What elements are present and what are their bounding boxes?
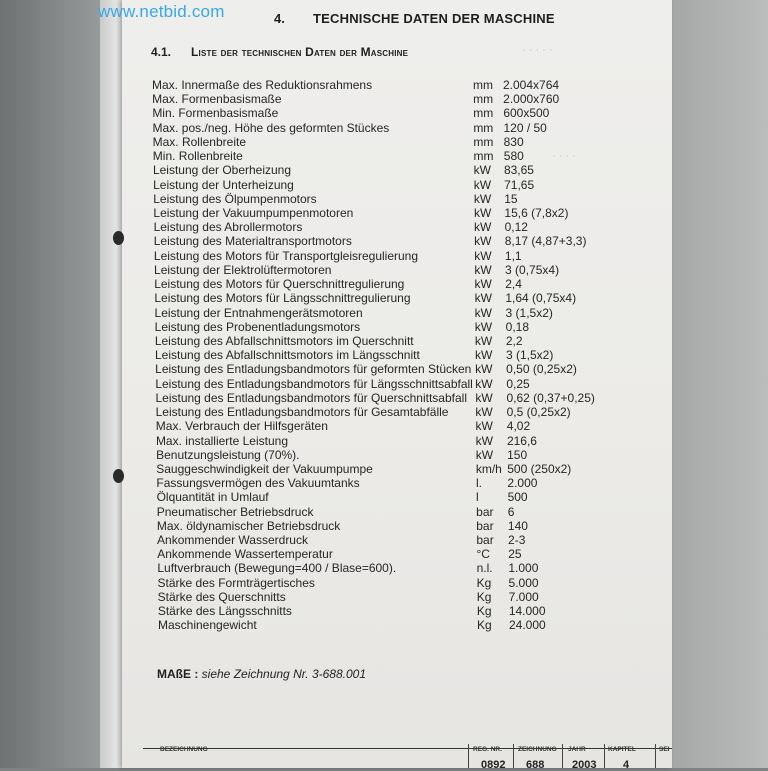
spec-unit: mm bbox=[473, 92, 494, 107]
footer-zeichnung-label: ZEICHNUNG bbox=[518, 746, 557, 753]
spec-value: 8,17 (4,87+3,3) bbox=[504, 234, 587, 249]
spec-value: 15,6 (7,8x2) bbox=[504, 205, 569, 220]
spec-label: Ankommende Wassertemperatur bbox=[157, 547, 333, 562]
spec-unit: kW bbox=[474, 333, 493, 348]
spec-label: Leistung des Probenentladungsmotors bbox=[154, 319, 361, 334]
spec-value: 2-3 bbox=[508, 533, 526, 548]
spec-unit: l. bbox=[475, 476, 482, 491]
spec-row bbox=[0, 121, 768, 135]
spec-label: Leistung der Unterheizung bbox=[153, 177, 294, 192]
spec-row bbox=[0, 547, 768, 561]
spec-unit: kW bbox=[475, 362, 493, 377]
spec-value: 830 bbox=[503, 134, 524, 149]
spec-label: Max. Innermaße des Reduktionsrahmens bbox=[152, 78, 373, 92]
spec-row bbox=[0, 505, 768, 519]
section-title: TECHNISCHE DATEN DER MASCHINE bbox=[313, 11, 555, 26]
spec-row bbox=[0, 604, 768, 618]
spec-label: Stärke des Längsschnitts bbox=[157, 604, 292, 619]
spec-label: Fassungsvermögen des Vakuumtanks bbox=[156, 476, 360, 491]
spec-value: 3 (1,5x2) bbox=[505, 305, 553, 320]
spec-label: Leistung des Entladungsbandmotors für geformten Stücken bbox=[155, 362, 472, 377]
spec-label: Ölquantität in Umlauf bbox=[156, 490, 269, 505]
spec-value: 4,02 bbox=[506, 419, 531, 434]
spec-row bbox=[0, 519, 768, 533]
spec-unit: bar bbox=[476, 518, 494, 533]
spec-unit: Kg bbox=[477, 618, 492, 633]
spec-unit: °C bbox=[476, 547, 490, 562]
spec-unit: kW bbox=[475, 419, 493, 434]
spec-label: Max. öldynamischer Betriebsdruck bbox=[156, 518, 341, 533]
spec-label: Maschinengewicht bbox=[158, 618, 257, 633]
spec-label: Max. Formenbasismaße bbox=[152, 92, 282, 107]
spec-row bbox=[0, 334, 768, 348]
spec-row bbox=[0, 149, 768, 163]
spec-label: Ankommender Wasserdruck bbox=[157, 533, 308, 548]
footer-jahr-label: JAHR bbox=[568, 746, 586, 753]
spec-unit: Kg bbox=[476, 604, 492, 619]
spec-label: Benutzungsleistung (70%). bbox=[156, 447, 300, 462]
spec-unit: l bbox=[476, 490, 479, 505]
footer-reg-label: REG. NR. bbox=[473, 746, 502, 753]
spec-row bbox=[0, 462, 768, 476]
spec-row bbox=[0, 234, 768, 248]
spec-row bbox=[0, 618, 768, 632]
spec-row bbox=[0, 249, 768, 263]
spec-label: Leistung des Entladungsbandmotors für Längsschnittsabfall bbox=[155, 376, 473, 391]
spec-row bbox=[0, 377, 768, 391]
footer-reg-value: 0892 bbox=[481, 759, 506, 771]
spec-row bbox=[0, 92, 768, 106]
footer-separator bbox=[655, 744, 656, 768]
spec-value: 15 bbox=[504, 191, 518, 206]
spec-row bbox=[0, 291, 768, 305]
spec-unit: bar bbox=[476, 533, 494, 548]
spec-unit: kW bbox=[473, 163, 491, 178]
bleed-through-text: · · · · · bbox=[522, 44, 553, 56]
spec-label: Max. installierte Leistung bbox=[155, 433, 289, 448]
spec-row bbox=[0, 306, 768, 320]
dimensions-note bbox=[157, 667, 366, 681]
spec-unit: kW bbox=[474, 220, 492, 235]
spec-value: 0,18 bbox=[505, 319, 530, 334]
spec-unit: mm bbox=[473, 78, 493, 92]
footer-seite-label: SEI bbox=[659, 746, 670, 753]
spec-label: Leistung des Ölpumpenmotors bbox=[153, 191, 317, 206]
spec-unit: kW bbox=[475, 390, 493, 405]
spec-label: Leistung des Materialtransportmotors bbox=[153, 234, 352, 249]
spec-row bbox=[0, 561, 768, 575]
spec-row bbox=[0, 106, 768, 120]
spec-row bbox=[0, 476, 768, 490]
spec-row bbox=[0, 448, 768, 462]
spec-row bbox=[0, 220, 768, 234]
spec-value: 150 bbox=[507, 447, 528, 462]
footer-zeichnung-value: 688 bbox=[526, 759, 545, 771]
spec-label: Stärke des Formträgertisches bbox=[157, 575, 315, 590]
spec-label: Leistung des Motors für Querschnittregulierung bbox=[154, 277, 405, 292]
spec-value: 2.004x764 bbox=[503, 78, 560, 92]
spec-row bbox=[0, 263, 768, 277]
section-number: 4. bbox=[274, 11, 285, 26]
spec-value: 1,64 (0,75x4) bbox=[505, 291, 577, 306]
footer-separator bbox=[562, 744, 563, 768]
spec-unit: kW bbox=[474, 305, 492, 320]
spec-unit: kW bbox=[475, 348, 493, 363]
spec-row bbox=[0, 490, 768, 504]
spec-unit: kW bbox=[475, 405, 493, 420]
spec-unit: mm bbox=[473, 134, 494, 149]
spec-unit: kW bbox=[473, 205, 492, 220]
spec-value: 3 (0,75x4) bbox=[505, 262, 560, 277]
spec-unit: kW bbox=[473, 177, 492, 192]
spec-unit: n.l. bbox=[476, 561, 493, 576]
spec-value: 580 bbox=[503, 149, 524, 164]
spec-unit: kW bbox=[474, 291, 492, 306]
footer-separator bbox=[513, 744, 514, 768]
spec-label: Min. Formenbasismaße bbox=[152, 106, 279, 121]
spec-row bbox=[0, 405, 768, 419]
dimensions-label: MAßE : bbox=[157, 667, 199, 681]
spec-value: 120 / 50 bbox=[503, 120, 547, 135]
spec-value: 5.000 bbox=[508, 575, 539, 590]
spec-value: 83,65 bbox=[503, 163, 534, 178]
footer-jahr-value: 2003 bbox=[572, 759, 597, 771]
spec-label: Leistung des Abfallschnittsmotors im Querschnitt bbox=[154, 333, 414, 348]
spec-label: Luftverbrauch (Bewegung=400 / Blase=600). bbox=[157, 561, 397, 576]
spec-label: Leistung der Entnahmengerätsmotoren bbox=[154, 305, 363, 320]
spec-value: 0,5 (0,25x2) bbox=[506, 405, 571, 420]
spec-value: 0,50 (0,25x2) bbox=[506, 362, 577, 377]
spec-row bbox=[0, 348, 768, 362]
spec-unit: mm bbox=[473, 120, 494, 135]
spec-label: Min. Rollenbreite bbox=[152, 149, 243, 164]
spec-value: 500 bbox=[507, 490, 528, 505]
spec-unit: km/h bbox=[475, 461, 502, 476]
spec-label: Leistung des Abrollermotors bbox=[153, 220, 303, 235]
spec-label: Leistung der Oberheizung bbox=[152, 163, 292, 178]
spec-value: 500 (250x2) bbox=[507, 461, 572, 476]
spec-value: 0,62 (0,37+0,25) bbox=[506, 390, 595, 405]
spec-value: 24.000 bbox=[509, 618, 546, 633]
spec-row bbox=[0, 206, 768, 220]
spec-label: Leistung des Motors für Transportgleisregulierung bbox=[153, 248, 419, 263]
spec-unit: kW bbox=[474, 234, 492, 249]
bleed-through-text: · · · · bbox=[552, 150, 576, 162]
spec-value: 216,6 bbox=[506, 433, 537, 448]
spec-row bbox=[0, 277, 768, 291]
spec-row bbox=[0, 163, 768, 177]
spec-unit: Kg bbox=[476, 589, 492, 604]
spec-row bbox=[0, 419, 768, 433]
spec-row bbox=[0, 362, 768, 376]
spec-value: 1.000 bbox=[508, 561, 539, 576]
spec-value: 0,12 bbox=[504, 220, 528, 235]
spec-label: Leistung des Abfallschnittsmotors im Längsschnitt bbox=[155, 348, 420, 363]
spec-label: Stärke des Querschnitts bbox=[157, 589, 286, 604]
subsection-number: 4.1. bbox=[151, 45, 172, 59]
spec-value: 140 bbox=[507, 518, 528, 533]
spec-row bbox=[0, 320, 768, 334]
spec-label: Leistung der Elektrolüftermotoren bbox=[154, 262, 332, 277]
spec-label: Leistung der Vakuumpumpenmotoren bbox=[153, 205, 354, 220]
footer-separator bbox=[604, 744, 605, 768]
spec-unit: bar bbox=[476, 504, 494, 519]
spec-unit: Kg bbox=[476, 575, 492, 590]
spec-unit: kW bbox=[474, 262, 492, 277]
spec-unit: kW bbox=[475, 376, 493, 391]
spec-row bbox=[0, 590, 768, 604]
spec-label: Max. Verbrauch der Hilfsgeräten bbox=[155, 419, 328, 434]
spec-label: Max. Rollenbreite bbox=[152, 134, 246, 149]
spec-row bbox=[0, 178, 768, 192]
spec-row bbox=[0, 135, 768, 149]
spec-label: Leistung des Motors für Längsschnittregulierung bbox=[154, 291, 411, 306]
spec-value: 2,2 bbox=[505, 333, 523, 348]
spec-unit: kW bbox=[473, 191, 492, 206]
spec-row bbox=[0, 576, 768, 590]
spec-unit: kW bbox=[475, 433, 493, 448]
footer-rule bbox=[143, 748, 672, 749]
spec-row bbox=[0, 192, 768, 206]
spec-unit: mm bbox=[473, 149, 494, 164]
spec-unit: kW bbox=[474, 248, 492, 263]
spec-row bbox=[0, 391, 768, 405]
spec-value: 2.000x760 bbox=[503, 92, 560, 107]
spec-value: 25 bbox=[508, 547, 522, 562]
spec-unit: kW bbox=[474, 319, 493, 334]
spec-label: Leistung des Entladungsbandmotors für Gesamtabfälle bbox=[155, 405, 449, 420]
spec-value: 0,25 bbox=[506, 376, 530, 391]
spec-value: 1,1 bbox=[504, 248, 522, 263]
spec-label: Pneumatischer Betriebsdruck bbox=[156, 504, 314, 519]
footer-separator bbox=[468, 744, 469, 768]
spec-value: 2.000 bbox=[507, 476, 538, 491]
spec-label: Leistung des Entladungsbandmotors für Querschnittsabfall bbox=[155, 390, 467, 405]
spec-unit: kW bbox=[475, 447, 494, 462]
footer-bezeichnung-label: BEZEICHNUNG bbox=[160, 746, 208, 753]
spec-value: 600x500 bbox=[503, 106, 550, 121]
spec-value: 71,65 bbox=[504, 177, 535, 192]
spec-unit: mm bbox=[473, 106, 494, 121]
footer-kapitel-label: KAPITEL bbox=[608, 746, 636, 753]
spec-value: 2,4 bbox=[505, 277, 522, 292]
spec-value: 14.000 bbox=[508, 604, 546, 619]
spec-label: Max. pos./neg. Höhe des geformten Stückes bbox=[152, 120, 390, 135]
spec-value: 3 (1,5x2) bbox=[506, 348, 554, 363]
footer-kapitel-value: 4 bbox=[623, 759, 630, 771]
spec-row bbox=[0, 78, 768, 92]
dimensions-reference: siehe Zeichnung Nr. 3-688.001 bbox=[201, 667, 366, 681]
spec-row bbox=[0, 533, 768, 547]
spec-value: 6 bbox=[507, 504, 515, 519]
spec-value: 7.000 bbox=[508, 589, 539, 604]
watermark-text: www.netbid.com bbox=[98, 2, 225, 21]
subsection-title: Liste der technischen Daten der Maschine bbox=[191, 45, 409, 59]
spec-label: Sauggeschwindigkeit der Vakuumpumpe bbox=[156, 461, 373, 476]
spec-unit: kW bbox=[474, 277, 492, 292]
spec-row bbox=[0, 434, 768, 448]
